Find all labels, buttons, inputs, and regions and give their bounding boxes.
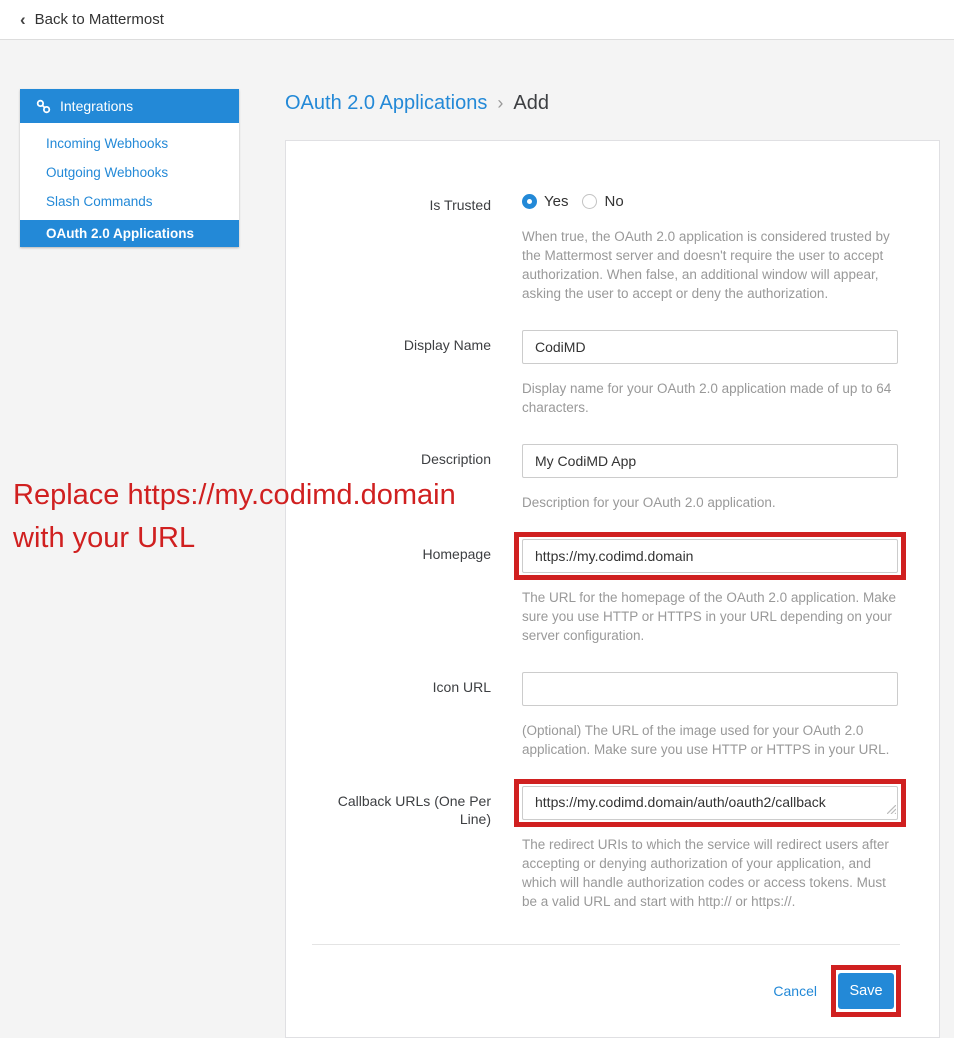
footer-divider bbox=[312, 944, 900, 945]
radio-checked-icon bbox=[522, 194, 537, 209]
is-trusted-radio-group bbox=[522, 190, 898, 210]
main-content bbox=[285, 89, 940, 1038]
homepage-input[interactable] bbox=[522, 539, 898, 573]
link-chain-icon bbox=[36, 99, 60, 114]
top-bar bbox=[0, 0, 954, 40]
oauth-add-form-panel bbox=[285, 140, 940, 1038]
radio-no-label: No bbox=[604, 193, 624, 210]
sidebar-header-label: Integrations bbox=[60, 98, 134, 114]
sidebar-item-oauth2-applications[interactable] bbox=[20, 220, 239, 247]
callback-urls-row bbox=[318, 786, 896, 911]
integrations-sidebar bbox=[20, 89, 239, 247]
sidebar-header-integrations[interactable] bbox=[20, 89, 239, 123]
breadcrumb-separator: › bbox=[497, 92, 504, 113]
sidebar-item-label: Slash Commands bbox=[46, 194, 153, 209]
display-name-label: Display Name bbox=[403, 337, 491, 353]
sidebar-item-label: Incoming Webhooks bbox=[46, 136, 169, 151]
homepage-help: The URL for the homepage of the OAuth 2.0 application. Make sure you use HTTP or HTTPS in your URL depending on your server configuration. bbox=[522, 590, 896, 643]
description-label: Description bbox=[420, 451, 491, 467]
save-button[interactable]: Save bbox=[838, 973, 894, 1009]
sidebar-item-incoming-webhooks[interactable] bbox=[20, 129, 239, 158]
callback-urls-label: Callback URLs (One Per Line) bbox=[337, 793, 491, 827]
breadcrumb bbox=[285, 89, 940, 117]
annotation-line-2: with your URL bbox=[13, 522, 196, 554]
is-trusted-help: When true, the OAuth 2.0 application is considered trusted by the Mattermost server and doesn't require the user to accept authorization. When false, an additional window will appear, asking the user to accept or deny the authorization. bbox=[522, 229, 890, 301]
display-name-row bbox=[318, 330, 896, 417]
is-trusted-radio-no[interactable] bbox=[582, 193, 623, 210]
icon-url-input[interactable] bbox=[522, 672, 898, 706]
back-to-mattermost-link[interactable] bbox=[20, 11, 164, 28]
sidebar-item-label: Outgoing Webhooks bbox=[46, 165, 169, 180]
back-link-label: Back to Mattermost bbox=[34, 11, 164, 28]
back-chevron-icon: ‹ bbox=[20, 10, 26, 29]
is-trusted-label: Is Trusted bbox=[429, 197, 491, 213]
sidebar-item-slash-commands[interactable] bbox=[20, 187, 239, 216]
cancel-link[interactable]: Cancel bbox=[773, 983, 817, 999]
callback-urls-textarea[interactable] bbox=[522, 786, 898, 820]
annotation-text bbox=[13, 474, 456, 560]
is-trusted-row bbox=[318, 190, 896, 303]
display-name-input[interactable] bbox=[522, 330, 898, 364]
description-input[interactable] bbox=[522, 444, 898, 478]
breadcrumb-parent-link[interactable]: OAuth 2.0 Applications bbox=[285, 91, 488, 114]
radio-yes-label: Yes bbox=[544, 193, 569, 210]
sidebar-items bbox=[20, 123, 239, 247]
display-name-help: Display name for your OAuth 2.0 application made of up to 64 characters. bbox=[522, 381, 892, 415]
callback-urls-help: The redirect URIs to which the service will redirect users after accepting or denying authorization of your application, and which will handle authorization codes or access tokens. Must be a valid URL and start with http:// or https://. bbox=[522, 837, 889, 909]
description-help: Description for your OAuth 2.0 application. bbox=[522, 495, 776, 510]
annotation-line-1: Replace https://my.codimd.domain bbox=[13, 479, 456, 511]
radio-unchecked-icon bbox=[582, 194, 597, 209]
icon-url-help: (Optional) The URL of the image used for your OAuth 2.0 application. Make sure you use HTTP or HTTPS in your URL. bbox=[522, 723, 890, 757]
homepage-label: Homepage bbox=[422, 546, 491, 562]
sidebar-item-label: OAuth 2.0 Applications bbox=[46, 226, 195, 241]
form-footer bbox=[318, 973, 896, 1009]
sidebar-item-outgoing-webhooks[interactable] bbox=[20, 158, 239, 187]
is-trusted-radio-yes[interactable] bbox=[522, 193, 568, 210]
breadcrumb-current: Add bbox=[513, 91, 549, 114]
icon-url-label: Icon URL bbox=[432, 679, 491, 695]
icon-url-row bbox=[318, 672, 896, 759]
